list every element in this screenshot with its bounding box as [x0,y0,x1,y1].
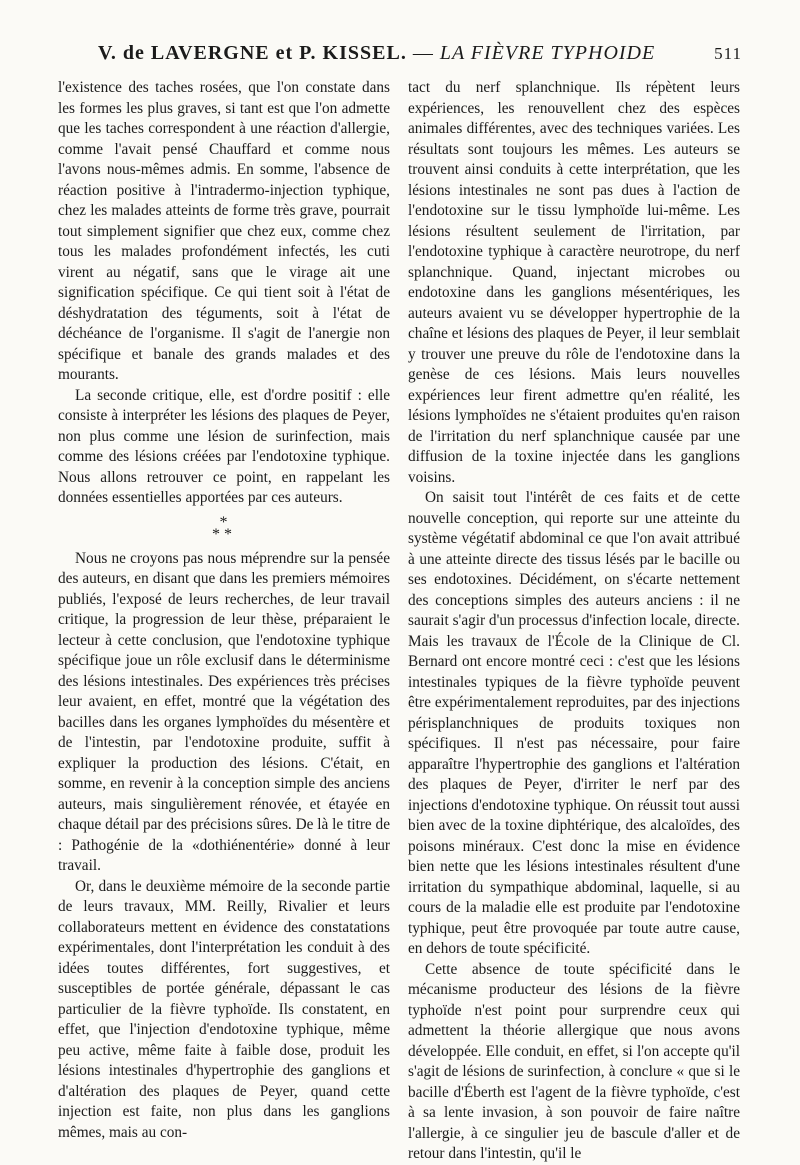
paragraph: On saisit tout l'intérêt de ces faits et de cette nouvelle conception, qui reporte sur une atteinte du système végétatif abdominal ce que l'on avait attribué à une atteinte directe des tissus lésés par le bacille ou ses endotoxines. Décidément, on s'écarte nettement des conceptions simples des auteurs anciens : il ne saurait s'agir d'un processus d'infection locale, directe. Mais les travaux de l'École de la Clinique de Cl. Bernard ont encore montré ceci : c'est que les lésions intestinales typiques de la fièvre typhoïde peuvent être expérimentalement reproduites, par des injections périsplanchniques de produits toxiques non spécifiques. Il n'est pas nécessaire, pour faire apparaître l'hypertrophie des ganglions et l'altération des plaques de Peyer, d'irriter le nerf par des injections d'endotoxine typhique. On réussit tout aussi bien avec de la toxine diphtérique, des alcaloïdes, des poisons minéraux. C'est donc la mise en évidence bien nette que les lésions intestinales résultent d'une irritation du sympathique abdominal, laquelle, si au cours de la maladie elle est produite par l'endotoxine typhique, peut être provoquée par toute autre cause, en dehors de toute spécificité. [408,489,740,957]
paragraph: tact du nerf splanchnique. Ils répètent leurs expériences, les renouvellent chez des espèces animales différentes, avec des techniques variées. Les résultats sont toujours les mêmes. Les auteurs se trouvent ainsi conduits à cette interprétation, que les lésions intestinales ne sont pas dues à l'action de l'endotoxine sur le tissu lymphoïde lui-même. Les lésions résultent seulement de l'irritation, par l'endotoxine typhique à caractère neurotrope, du nerf splanchnique. Quand, injectant microbes ou endotoxine dans les ganglions mésentériques, les auteurs avaient vu se développer hypertrophie de la chaîne et lésions des plaques de Peyer, il leur semblait y trouver une preuve du rôle de l'endotoxine dans la genèse de ces lésions. Mais leurs nouvelles expériences leur firent admettre qu'en réalité, les lésions lymphoïdes ne s'étaient produites qu'en raison de l'irritation du nerf splanchnique causée par une diffusion de la toxine injectée dans les ganglions voisins. [408,79,740,486]
left-column [58,78,390,1143]
header-authors: V. de LAVERGNE et P. KISSEL. [98,42,407,64]
right-column [408,78,740,1165]
asterism-top: * [219,513,229,531]
section-separator [58,509,390,549]
header-dash: — [406,42,440,64]
paragraph: La seconde critique, elle, est d'ordre positif : elle consiste à interpréter les lésions des plaques de Peyer, non plus comme une lésion de surinfection, mais comme des lésions créées par l'endotoxine typhique. Nous allons retrouver ce point, en rappelant les données essentielles apportées par ces auteurs. [58,386,390,506]
paragraph: l'existence des taches rosées, que l'on constate dans les formes les plus graves, si tant est que l'on admette que les taches correspondent à une réaction d'allergie, comme l'avait pensé Chauffard et comme nous l'avons nous-mêmes admis. En somme, l'absence de réaction positive à l'intradermo-injection typhique, chez les malades atteints de forme très grave, pourrait tout simplement signifier que chez eux, comme chez tous les malades profondément infectés, les cuti virent au négatif, sans que le virage ait une signification spécifique. Ce qui tient soit à l'état de déshydratation des téguments, soit à l'état de déchéance de l'organisme. Il s'agit de l'anergie non spécifique et banale des grands malades et des mourants. [58,79,390,383]
header-title: LA FIÈVRE TYPHOIDE [439,42,656,64]
running-head [98,42,655,65]
page-header [0,42,800,72]
paragraph: Cette absence de toute spécificité dans le mécanisme producteur des lésions de la fièvre typhoïde n'est point pour surprendre ceux qui admettent la théorie allergique que nous avons développée. Elle conduit, en effet, si l'on accepte qu'il s'agit de lésions de surinfection, à conclure « que si le bacille d'Éberth est l'agent de la fièvre typhoïde, c'est à sa lente invasion, à son pouvoir de faire naître l'allergie, à ce singulier jeu de bascule d'aller et de retour dans l'intestin, qu'il le [408,960,740,1162]
asterism-bottom: ** [212,525,236,543]
paragraph: Or, dans le deuxième mémoire de la seconde partie de leurs travaux, MM. Reilly, Rivalier et leurs collaborateurs mettent en évidence des constatations expérimentales, dont l'interprétation les conduit à des idées toutes différentes, fort suggestives, et susceptibles de portée générale, dépassant le cas particulier de la fièvre typhoïde. Ils constatent, en effet, que l'injection d'endotoxine typhique, même peu active, même faite à faible dose, produit les lésions intestinales d'hypertrophie des ganglions et d'altération des plaques de Peyer, quand cette injection est faite, non plus dans les ganglions mêmes, mais au con- [58,877,390,1141]
page-number: 511 [714,44,742,63]
paragraph: Nous ne croyons pas nous méprendre sur la pensée des auteurs, en disant que dans les premiers mémoires publiés, l'exposé de leurs recherches, de leur travail critique, la progression de leur thèse, préparaient le lecteur à cette conclusion, que l'endotoxine typhique spécifique joue un rôle exclusif dans le déterminisme des lésions intestinales. Des expériences très précises leur avaient, en effet, montré que la végétation des bacilles dans les organes lymphoïdes du mésentère et de l'intestin, par l'endotoxine produite, suffit à expliquer la production des lésions. C'était, en somme, en revenir à la conception simple des anciens auteurs, mais singulièrement rénovée, et étayée en chaque détail par des précisions sûres. De là le titre de : Pathogénie de la «dothiénentérie» donné à leur travail. [58,549,390,874]
